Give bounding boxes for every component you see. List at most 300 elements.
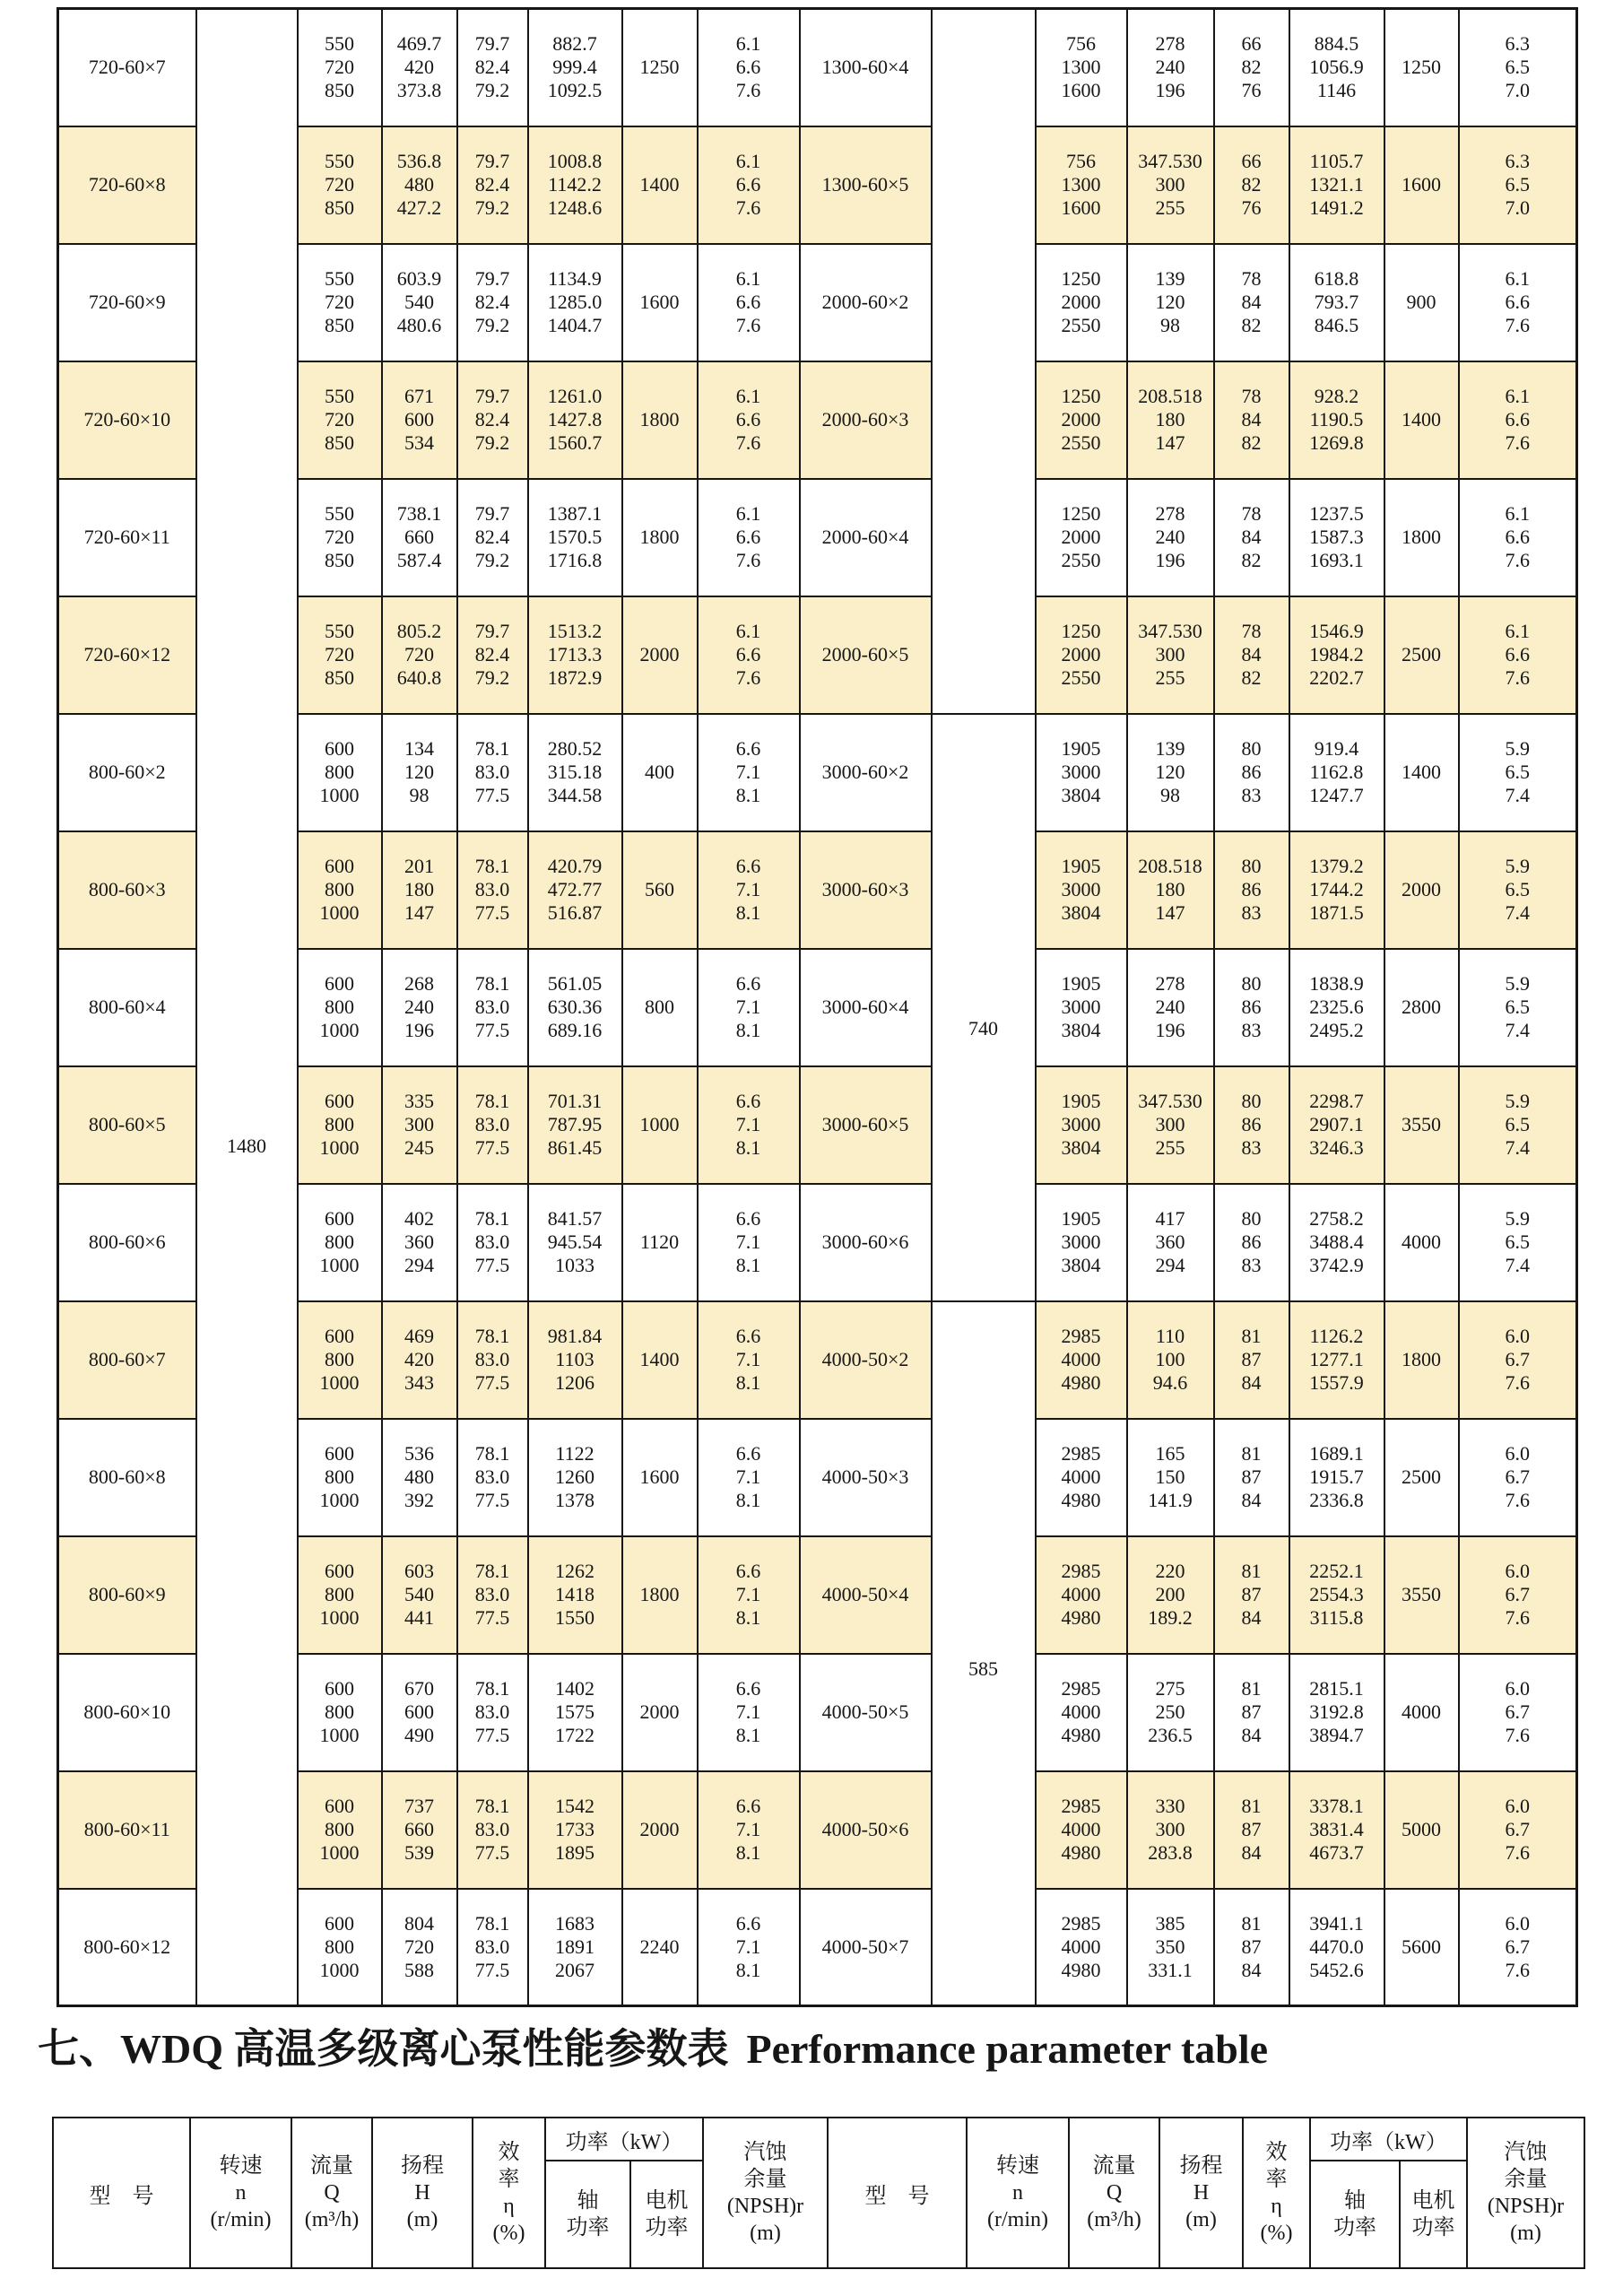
model-cell: 800-60×2 [58,714,196,831]
line: 78.1 [474,855,510,877]
line: 77.5 [474,784,510,806]
line: 7.6 [1505,1958,1530,1981]
line: 3831.4 [1309,1818,1364,1840]
line: (r/min) [987,2208,1048,2231]
head-cell-right [1127,831,1214,949]
line: H [414,2181,430,2205]
npsh-cell-right [1459,479,1577,596]
line: 427.2 [396,196,442,219]
line: 1247.7 [1309,784,1364,806]
motor-power-cell-right: 4000 [1384,1184,1459,1301]
shaft-power-cell [528,1654,622,1771]
line: 720 [325,643,354,665]
line: 600 [404,408,434,430]
line: 737 [404,1795,434,1817]
line: 1600 [1061,196,1101,219]
line: 738.1 [396,502,442,525]
line: 7.1 [735,996,761,1018]
line: 1387.1 [547,502,603,525]
line: H [1193,2181,1210,2205]
line: 6.1 [1505,385,1530,407]
line: 385 [1155,1911,1185,1935]
line: 300 [404,1113,434,1135]
line: 6.6 [1505,291,1530,313]
line: 4673.7 [1309,1841,1364,1864]
line: 8.1 [735,1724,761,1746]
line: 6.6 [735,1911,761,1935]
flow-cell-right [1036,1889,1127,2006]
header-motor-power-right [1400,2161,1467,2268]
line: 6.6 [735,291,761,313]
line: 81 [1241,1911,1262,1935]
line: 550 [325,502,354,525]
line: 82 [1241,314,1262,336]
motor-power-cell: 1800 [622,361,698,479]
efficiency-cell-right [1214,1536,1289,1654]
line: 928.2 [1314,385,1359,407]
line: 6.1 [735,385,761,407]
line: 7.4 [1505,901,1530,924]
line: 7.1 [735,1465,761,1488]
flow-cell [298,1066,382,1184]
line: 600 [325,972,354,995]
line: 4000 [1061,1700,1101,1723]
line: 603.9 [396,267,442,290]
model-cell-right: 1300-60×5 [800,126,932,244]
line: 800 [325,1465,354,1488]
header-motor-power [630,2161,703,2268]
line: 300 [1155,1818,1185,1840]
line: 82 [1241,173,1262,196]
line: 5.9 [1505,972,1530,995]
line: 77.5 [474,1489,510,1511]
line: (m) [1185,2208,1217,2231]
line: 1000 [319,784,360,806]
flow-cell [298,9,382,126]
line: 1122 [555,1442,595,1465]
line: 2985 [1061,1560,1101,1582]
line: 98 [1160,784,1180,806]
line: 6.5 [1505,878,1530,900]
line: 余量 [1504,2168,1548,2191]
line: 82 [1241,549,1262,571]
line: 7.1 [735,1818,761,1840]
line: 77.5 [474,1724,510,1746]
line: 82.4 [474,526,510,548]
line: 720 [325,291,354,313]
model-cell-right: 4000-50×6 [800,1771,932,1889]
line: 78 [1241,385,1262,407]
head-cell-right [1127,1771,1214,1889]
line: 7.6 [1505,666,1530,689]
line: 效 [1265,2141,1288,2164]
line: 1722 [555,1724,595,1746]
header-head-right [1159,2118,1243,2268]
line: 417 [1155,1207,1185,1230]
line: 1895 [555,1841,595,1864]
efficiency-cell [457,714,528,831]
line: 720 [325,526,354,548]
line: 1716.8 [547,549,603,571]
line: 7.4 [1505,1254,1530,1276]
line: 6.0 [1505,1442,1530,1465]
line: 196 [1155,1019,1185,1041]
line: 6.7 [1505,1935,1530,1958]
line: 4980 [1061,1958,1101,1981]
line: 165 [1155,1442,1185,1465]
shaft-power-cell [528,361,622,479]
line: 1033 [555,1254,595,1276]
line: 6.6 [735,408,761,430]
line: 480 [404,173,434,196]
line: 5.9 [1505,1207,1530,1230]
npsh-cell [698,1889,800,2006]
shaft-power-cell-right [1289,1889,1384,2006]
motor-power-cell: 800 [622,949,698,1066]
line: 83 [1241,1254,1262,1276]
line: 86 [1241,996,1262,1018]
line: 87 [1241,1700,1262,1723]
line: 4000 [1061,1935,1101,1958]
performance-table-body [58,9,1577,2006]
npsh-cell [698,126,800,244]
line: 701.31 [547,1090,603,1112]
line: 756 [1066,150,1096,172]
line: 278 [1155,502,1185,525]
flow-cell-right [1036,1536,1127,1654]
line: 79.2 [474,666,510,689]
line: 78.1 [474,737,510,760]
efficiency-cell [457,1066,528,1184]
line: 1000 [319,1841,360,1864]
speed-cell-right-585 [932,1301,1036,2006]
efficiency-cell-right [1214,1419,1289,1536]
shaft-power-cell-right [1289,1066,1384,1184]
line: 81 [1241,1795,1262,1817]
line: 6.1 [1505,502,1530,525]
line: 8.1 [735,1489,761,1511]
efficiency-cell-right [1214,126,1289,244]
line: 3488.4 [1309,1231,1364,1253]
line: 6.6 [1505,408,1530,430]
line: 87 [1241,1348,1262,1370]
npsh-cell [698,1066,800,1184]
shaft-power-cell [528,714,622,831]
line: 603 [404,1560,434,1582]
line: 83.0 [474,878,510,900]
line: 3246.3 [1309,1136,1364,1159]
flow-cell-right [1036,1654,1127,1771]
line: 1000 [319,1254,360,1276]
line: 1575 [555,1700,595,1723]
line: 360 [1155,1231,1185,1253]
line: 1206 [555,1371,595,1394]
line: (m³/h) [1087,2208,1141,2231]
flow-cell-right [1036,126,1127,244]
line: 1379.2 [1309,855,1364,877]
line: 536 [404,1442,434,1465]
line: 6.6 [735,737,761,760]
line: n [235,2181,247,2205]
line: 1261.0 [547,385,603,407]
header-speed [190,2118,291,2268]
flow-cell-right [1036,831,1127,949]
line: 1404.7 [547,314,603,336]
line: 84 [1241,1841,1262,1864]
line: 1277.1 [1309,1348,1364,1370]
line: 66 [1241,150,1262,172]
flow-cell-right [1036,1419,1127,1536]
line: 2985 [1061,1442,1101,1465]
shaft-power-cell [528,1536,622,1654]
flow-cell [298,1184,382,1301]
line: 4000 [1061,1465,1101,1488]
head-cell-right [1127,479,1214,596]
npsh-cell [698,1536,800,1654]
line: 77.5 [474,901,510,924]
motor-power-cell-right: 2500 [1384,596,1459,714]
line: 84 [1241,1489,1262,1511]
page-title-english: Performance parameter table [746,2026,1269,2072]
line: 850 [325,79,354,102]
line: 77.5 [474,1841,510,1864]
npsh-cell-right [1459,126,1577,244]
line: 7.1 [735,1113,761,1135]
line: 196 [404,1019,434,1041]
line: 78.1 [474,1090,510,1112]
line: 2758.2 [1309,1207,1364,1230]
line: 2000 [1061,291,1101,313]
line: 80 [1241,1090,1262,1112]
line: 800 [325,1935,354,1958]
line: 79.7 [474,385,510,407]
flow-cell [298,1536,382,1654]
line: 6.6 [1505,643,1530,665]
line: 84 [1241,1606,1262,1629]
shaft-power-cell-right [1289,9,1384,126]
line: 77.5 [474,1136,510,1159]
flow-cell [298,479,382,596]
line: 77.5 [474,1254,510,1276]
line: 1427.8 [547,408,603,430]
model-cell-right: 2000-60×4 [800,479,932,596]
line: 600 [325,1207,354,1230]
npsh-cell [698,479,800,596]
flow-cell-right [1036,596,1127,714]
line: 756 [1066,32,1096,56]
line: (m) [750,2222,781,2245]
motor-power-cell: 1250 [622,9,698,126]
npsh-cell [698,714,800,831]
line: η [1271,2195,1282,2218]
header-model-right: 型 号 [828,2118,967,2268]
line: 7.6 [735,314,761,336]
line: (NPSH)r [726,2195,804,2218]
line: 7.6 [1505,1371,1530,1394]
line: 1134.9 [548,267,602,290]
line: 1891 [555,1935,595,1958]
line: 3804 [1061,784,1101,806]
line: 83.0 [474,1700,510,1723]
line: 8.1 [735,901,761,924]
header-model: 型 号 [53,2118,190,2268]
line: 1250 [1061,502,1101,525]
efficiency-cell [457,126,528,244]
line: 6.1 [1505,267,1530,290]
line: 600 [325,1911,354,1935]
efficiency-cell [457,1419,528,1536]
flow-cell [298,831,382,949]
flow-cell [298,361,382,479]
line: 1250 [1061,620,1101,642]
line: 6.5 [1505,1113,1530,1135]
line: 83.0 [474,1348,510,1370]
shaft-power-cell [528,126,622,244]
line: 2202.7 [1309,666,1364,689]
line: 78.1 [474,1207,510,1230]
line: 800 [325,1700,354,1723]
line: 6.7 [1505,1700,1530,1723]
line: 1260 [555,1465,595,1488]
model-cell: 800-60×7 [58,1301,196,1419]
line: 76 [1241,196,1262,219]
line: 330 [1155,1795,1185,1817]
npsh-cell-right [1459,831,1577,949]
npsh-cell-right [1459,244,1577,361]
line: 787.95 [547,1113,603,1135]
model-cell: 720-60×8 [58,126,196,244]
line: 331.1 [1148,1958,1193,1981]
line: 280.52 [547,737,603,760]
line: 335 [404,1090,434,1112]
motor-power-cell: 1120 [622,1184,698,1301]
line: 7.4 [1505,784,1530,806]
model-cell: 800-60×9 [58,1536,196,1654]
line: 200 [1155,1583,1185,1605]
line: 1103 [555,1348,595,1370]
model-cell: 800-60×5 [58,1066,196,1184]
line: 999.4 [552,56,597,79]
line: 3000 [1061,1113,1101,1135]
flow-cell-right [1036,1184,1127,1301]
line: 147 [1155,901,1185,924]
npsh-cell-right [1459,9,1577,126]
line: Q [1106,2181,1123,2205]
line: 7.6 [1505,431,1530,454]
line: 360 [404,1231,434,1253]
npsh-cell-right [1459,1889,1577,2006]
line: 8.1 [735,1841,761,1864]
line: 8.1 [735,1606,761,1629]
line: 6.7 [1505,1583,1530,1605]
line: 4000 [1061,1348,1101,1370]
flow-cell [298,1301,382,1419]
efficiency-cell [457,1654,528,1771]
line: 2000 [1061,408,1101,430]
flow-cell-right [1036,479,1127,596]
head-cell-right [1127,1066,1214,1184]
line: (%) [492,2222,525,2245]
head-cell [382,949,457,1066]
model-cell: 800-60×6 [58,1184,196,1301]
speed-value: 1480 [227,1135,266,1157]
npsh-cell-right [1459,714,1577,831]
npsh-cell-right [1459,1419,1577,1536]
efficiency-cell [457,244,528,361]
line: 7.4 [1505,1136,1530,1159]
shaft-power-cell-right [1289,1654,1384,1771]
line: 588 [404,1958,434,1981]
line: 6.5 [1505,1231,1530,1253]
line: 83 [1241,901,1262,924]
line: 轴 [1344,2189,1366,2213]
line: 82 [1241,666,1262,689]
line: 600 [404,1700,434,1723]
line: 1146 [1316,79,1357,102]
line: 1905 [1061,855,1101,877]
line: 344.58 [547,784,603,806]
line: 1557.9 [1309,1371,1364,1394]
line: 1000 [319,1489,360,1511]
line: 1000 [319,1371,360,1394]
motor-power-cell-right: 1600 [1384,126,1459,244]
line: 689.16 [547,1019,603,1041]
flow-cell [298,1419,382,1536]
line: 800 [325,996,354,1018]
line: 1237.5 [1309,502,1364,525]
line: 180 [1155,878,1185,900]
model-cell: 720-60×7 [58,9,196,126]
line: 83.0 [474,761,510,783]
line: 1000 [319,901,360,924]
head-cell [382,831,457,949]
line: 8.1 [735,1136,761,1159]
line: 3804 [1061,901,1101,924]
line: 618.8 [1314,267,1359,290]
npsh-cell [698,244,800,361]
line: 441 [404,1606,434,1629]
line: 800 [325,1583,354,1605]
line: 81 [1241,1560,1262,1582]
line: 1250 [1061,385,1101,407]
line: 79.2 [474,314,510,336]
line: 6.0 [1505,1560,1530,1582]
line: 2550 [1061,431,1101,454]
line: 1984.2 [1309,643,1364,665]
line: 2985 [1061,1795,1101,1817]
line: 7.4 [1505,1019,1530,1041]
line: 6.0 [1505,1325,1530,1347]
line: 800 [325,1113,354,1135]
head-cell [382,361,457,479]
line: 630.36 [547,996,603,1018]
line: 6.6 [735,1560,761,1582]
line: 3894.7 [1309,1724,1364,1746]
line: 1905 [1061,1207,1101,1230]
line: 8.1 [735,1019,761,1041]
model-cell-right: 3000-60×6 [800,1184,932,1301]
efficiency-cell [457,479,528,596]
line: 余量 [743,2168,787,2191]
line: 86 [1241,1231,1262,1253]
header-power-kw-right: 功率（kW） [1310,2118,1467,2161]
line: 373.8 [396,79,442,102]
line: 480.6 [396,314,442,336]
line: 600 [325,1090,354,1112]
head-cell [382,126,457,244]
line: 5.9 [1505,1090,1530,1112]
line: 120 [404,761,434,783]
